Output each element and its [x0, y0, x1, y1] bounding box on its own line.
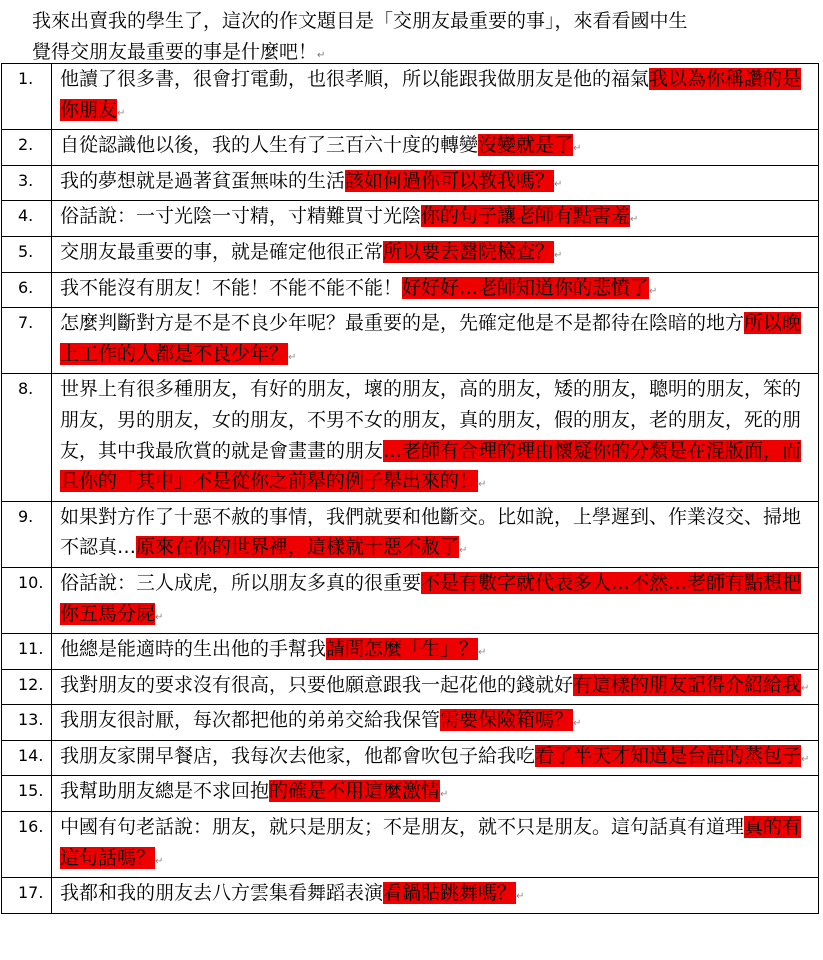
- paragraph-mark: ↵: [516, 891, 525, 903]
- table-row: [2, 272, 819, 308]
- teacher-comment: 有這樣的朋友記得介紹給我: [573, 673, 802, 696]
- paragraph-mark: ↵: [478, 647, 487, 659]
- row-content: [52, 201, 819, 237]
- table-row: [2, 812, 819, 878]
- row-number: 12.: [2, 669, 52, 705]
- row-number: 9.: [2, 501, 52, 567]
- row-number: 10.: [2, 567, 52, 633]
- table-row: [2, 705, 819, 741]
- row-number: 7.: [2, 308, 52, 374]
- row-number: 5.: [2, 236, 52, 272]
- student-sentence: 我幫助朋友總是不求回抱: [60, 780, 270, 803]
- teacher-comment: 所以晚上工作的人都是不良少年？: [60, 312, 802, 365]
- student-sentence: 我朋友很討厭，每次都把他的弟弟交給我保管: [60, 709, 441, 732]
- row-number: 4.: [2, 201, 52, 237]
- paragraph-mark: ↵: [155, 855, 164, 867]
- row-content: [52, 740, 819, 776]
- row-content: [52, 634, 819, 670]
- table-row: [2, 740, 819, 776]
- student-sentence: 俗話說：三人成虎，所以朋友多真的很重要: [60, 571, 422, 594]
- table-row: [2, 236, 819, 272]
- row-number: 8.: [2, 374, 52, 501]
- teacher-comment: 你的句子讓老師有點害羞: [421, 205, 631, 228]
- row-content: [52, 236, 819, 272]
- paragraph-mark: ↵: [288, 351, 297, 363]
- teacher-comment: 不是有數字就代表多人…不然…老師有點想把你五馬分屍: [60, 571, 802, 625]
- sentences-table-body: [2, 64, 819, 914]
- student-sentence: 他總是能適時的生出他的手幫我: [60, 638, 327, 661]
- paragraph-mark: ↵: [801, 753, 810, 765]
- table-row: [2, 130, 819, 166]
- paragraph-mark: ↵: [649, 285, 658, 297]
- row-number: 2.: [2, 130, 52, 166]
- table-row: [2, 669, 819, 705]
- paragraph-mark: ↵: [554, 178, 563, 190]
- table-row: [2, 165, 819, 201]
- teacher-comment: 所以要去醫院檢查？: [383, 240, 555, 263]
- student-sentence: 交朋友最重要的事，就是確定他很正常: [60, 240, 384, 263]
- student-sentence: 世界上有很多種朋友，有好的朋友，壞的朋友，高的朋友，矮的朋友，聰明的朋友，笨的朋友，男的朋友，女的朋友，不男不女的朋友，真的朋友，假的朋友，老的朋友，死的朋友，其中我最欣賞的就是會畫畫的朋友: [60, 378, 802, 462]
- paragraph-mark: ↵: [573, 143, 582, 155]
- student-sentence: 我的夢想就是過著貧蛋無味的生活: [60, 169, 346, 192]
- row-content: [52, 567, 819, 633]
- paragraph-mark: ↵: [440, 789, 449, 801]
- table-row: [2, 878, 819, 914]
- row-content: [52, 374, 819, 501]
- row-content: [52, 308, 819, 374]
- row-content: [52, 130, 819, 166]
- teacher-comment: …老師有合理的理由懷疑你的分類是在混版面，而且你的「其中」不是從你之前舉的例子舉出來的！: [60, 439, 802, 493]
- paragraph-mark: ↵: [459, 545, 468, 557]
- table-row: [2, 634, 819, 670]
- row-content: [52, 64, 819, 130]
- paragraph-mark: ↵: [317, 50, 326, 61]
- student-sentence: 我朋友家開早餐店，我每次去他家，他都會吹包子給我吃: [60, 744, 536, 767]
- student-sentence: 中國有句老話說：朋友，就只是朋友；不是朋友，就不只是朋友。這句話真有道理: [60, 816, 745, 839]
- row-number: 11.: [2, 634, 52, 670]
- intro-line-2-text: 覺得交朋友最重要的事是什麼吧！: [32, 41, 318, 63]
- table-row: [2, 776, 819, 812]
- row-number: 1.: [2, 64, 52, 130]
- teacher-comment: 原來在你的世界裡，這樣就十惡不赦了: [136, 536, 460, 559]
- intro-paragraph: [32, 6, 792, 71]
- intro-line-1: 我來出賣我的學生了，這次的作文題目是「交朋友最重要的事」，來看看國中生: [32, 10, 688, 32]
- row-content: [52, 776, 819, 812]
- teacher-comment: 需要保險箱嗎？: [440, 709, 574, 732]
- row-number: 14.: [2, 740, 52, 776]
- row-content: [52, 669, 819, 705]
- paragraph-mark: ↵: [478, 479, 487, 491]
- paragraph-mark: ↵: [630, 214, 639, 226]
- table-row: [2, 64, 819, 130]
- student-sentence: 他讀了很多書，很會打電動，也很孝順，所以能跟我做朋友是他的福氣: [60, 68, 650, 90]
- row-content: [52, 705, 819, 741]
- student-sentence: 我不能沒有朋友！不能！不能不能不能！: [60, 276, 403, 299]
- table-row: [2, 501, 819, 567]
- row-number: 3.: [2, 165, 52, 201]
- student-sentence: 怎麼判斷對方是不是不良少年呢？最重要的是，先確定他是不是都待在陰暗的地方: [60, 312, 745, 335]
- student-sentence: 自從認識他以後，我的人生有了三百六十度的轉變: [60, 134, 479, 157]
- paragraph-mark: ↵: [801, 682, 810, 694]
- teacher-comment: 該如何過你可以教我嗎？: [345, 169, 555, 192]
- teacher-comment: 看鍋貼跳舞嗎？: [383, 882, 517, 905]
- teacher-comment: 真的有這句話嗎？: [60, 816, 802, 869]
- row-content: [52, 165, 819, 201]
- row-number: 17.: [2, 878, 52, 914]
- sentences-table: [1, 63, 819, 914]
- table-row: [2, 308, 819, 374]
- student-sentence: 俗話說：一寸光陰一寸精，寸精難買寸光陰: [60, 205, 422, 228]
- paragraph-mark: ↵: [155, 611, 164, 623]
- paragraph-mark: ↵: [117, 107, 126, 119]
- student-sentence: 我都和我的朋友去八方雲集看舞蹈表演: [60, 882, 384, 905]
- paragraph-mark: ↵: [573, 718, 582, 730]
- teacher-comment: 沒變就是了: [478, 134, 574, 157]
- row-number: 16.: [2, 812, 52, 878]
- table-row: [2, 567, 819, 633]
- teacher-comment: 好好好…老師知道你的悲憤了: [402, 276, 650, 299]
- teacher-comment: 請問怎麼「生」？: [326, 638, 479, 661]
- table-row: [2, 201, 819, 237]
- teacher-comment: 我以為你稱讚的是你朋友: [60, 68, 802, 121]
- row-content: [52, 501, 819, 567]
- paragraph-mark: ↵: [554, 249, 563, 261]
- teacher-comment: 看了半天才知道是台語的蒸包子: [535, 744, 802, 767]
- table-row: [2, 374, 819, 501]
- teacher-comment: 的確是不用這麼激情: [269, 780, 441, 803]
- row-content: [52, 878, 819, 914]
- row-number: 6.: [2, 272, 52, 308]
- row-number: 13.: [2, 705, 52, 741]
- student-sentence: 如果對方作了十惡不赦的事情，我們就要和他斷交。比如說，上學遲到、作業沒交、掃地不認真…: [60, 505, 802, 559]
- row-content: [52, 272, 819, 308]
- student-sentence: 我對朋友的要求沒有很高，只要他願意跟我一起花他的錢就好: [60, 673, 574, 696]
- row-number: 15.: [2, 776, 52, 812]
- row-content: [52, 812, 819, 878]
